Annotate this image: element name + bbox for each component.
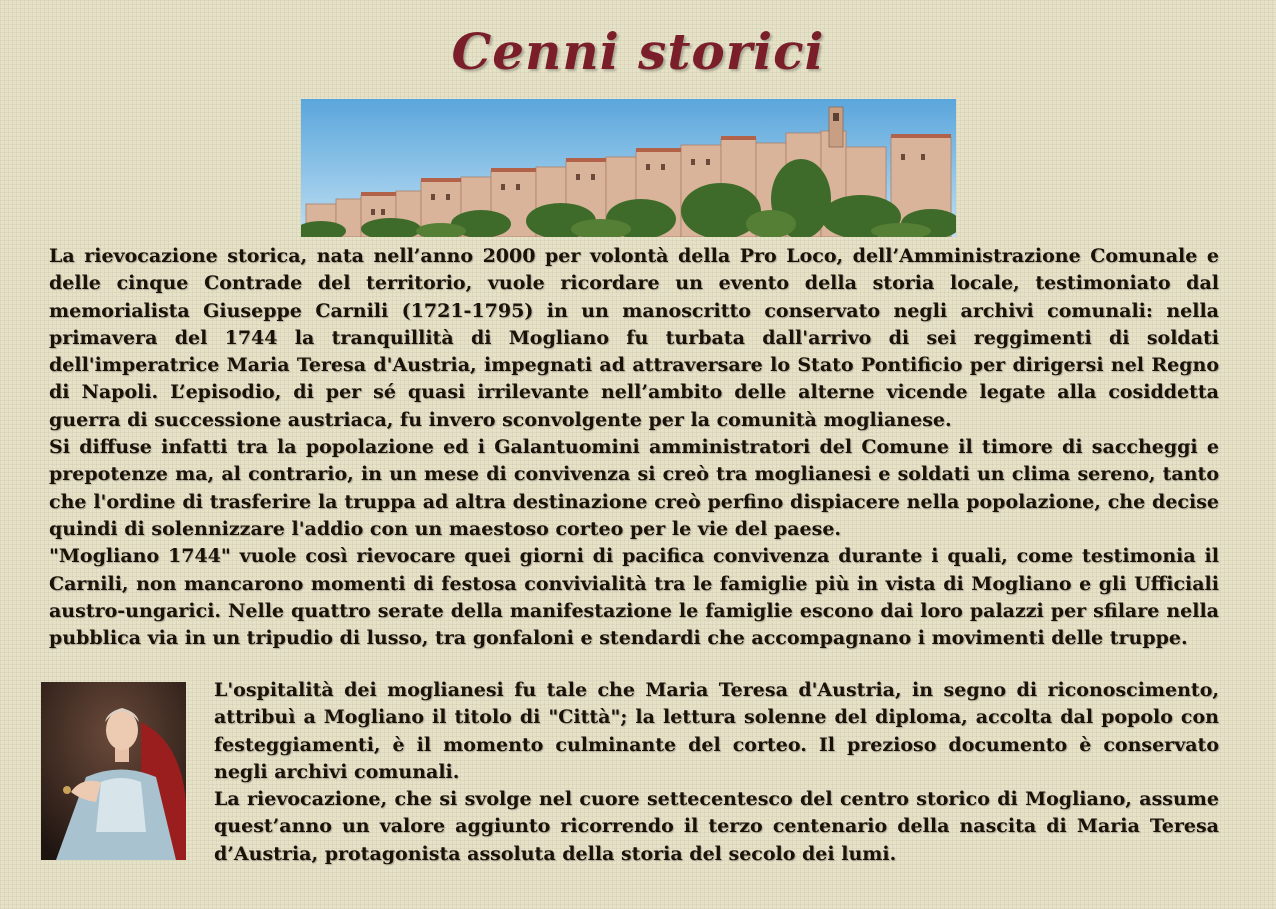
paragraph-2: Si diffuse infatti tra la popolazione ed i Galantuomini amministratori del Comune il timore di saccheggi e prepotenze ma, al contrario, in un mese di convivenza si creò tra moglianesi e soldati un clima sereno, tanto che l'ordine di trasferire la truppa ad altra destinazione creò perfino dispiacere nella popolazione, che decise quindi di solennizzare l'addio con un maestoso corteo per le vie del paese. xyxy=(49,436,1219,540)
paragraph-1: La rievocazione storica, nata nell’anno 2000 per volontà della Pro Loco, dell’Amministrazione Comunale e delle cinque Contrade del territorio, vuole ricordare un evento della storia locale, testimoniato dal memorialista Giuseppe Carnili (1721-1795) in un manoscritto conservato negli archivi comunali: nella primavera del 1744 la tranquillità di Mogliano fu turbata dall'arrivo di sei reggimenti di soldati dell'imperatrice Maria Teresa d'Austria, impegnati ad attraversare lo Stato Pontificio per dirigersi nel Regno di Napoli. L’episodio, di per sé quasi irrilevante nell’ambito delle alterne vicende legate alla cosiddetta guerra di successione austriaca, fu invero sconvolgente per la comunità moglianese. xyxy=(49,245,1219,431)
paragraph-5: La rievocazione, che si svolge nel cuore settecentesco del centro storico di Mogliano, assume quest’anno un valore aggiunto ricorrendo il terzo centenario della nascita di Maria Teresa d’Austria, protagonista assoluta della storia del secolo dei lumi. xyxy=(214,788,1219,865)
lower-text-block xyxy=(214,677,1219,868)
paragraph-3: "Mogliano 1744" vuole così rievocare quei giorni di pacifica convivenza durante i quali, come testimonia il Carnili, non mancarono momenti di festosa convivialità tra le famiglie più in vista di Mogliano e gli Ufficiali austro-ungarici. Nelle quattro serate della manifestazione le famiglie escono dai loro palazzi per sfilare nella pubblica via in un tripudio di lusso, tra gonfaloni e stendardi che accompagnano i movimenti delle truppe. xyxy=(49,545,1219,650)
page-title: Cenni storici xyxy=(451,22,825,81)
maria-teresa-portrait-image xyxy=(41,682,186,860)
paragraph-4: L'ospitalità dei moglianesi fu tale che Maria Teresa d'Austria, in segno di riconoscimento, attribuì a Mogliano il titolo di "Città"; la lettura solenne del diploma, accolta dal popolo con festeggiamenti, è il momento culminante del corteo. Il prezioso documento è conservato negli archivi comunali. xyxy=(214,679,1219,783)
town-panorama-image xyxy=(301,99,956,237)
intro-paragraph xyxy=(49,243,1219,652)
